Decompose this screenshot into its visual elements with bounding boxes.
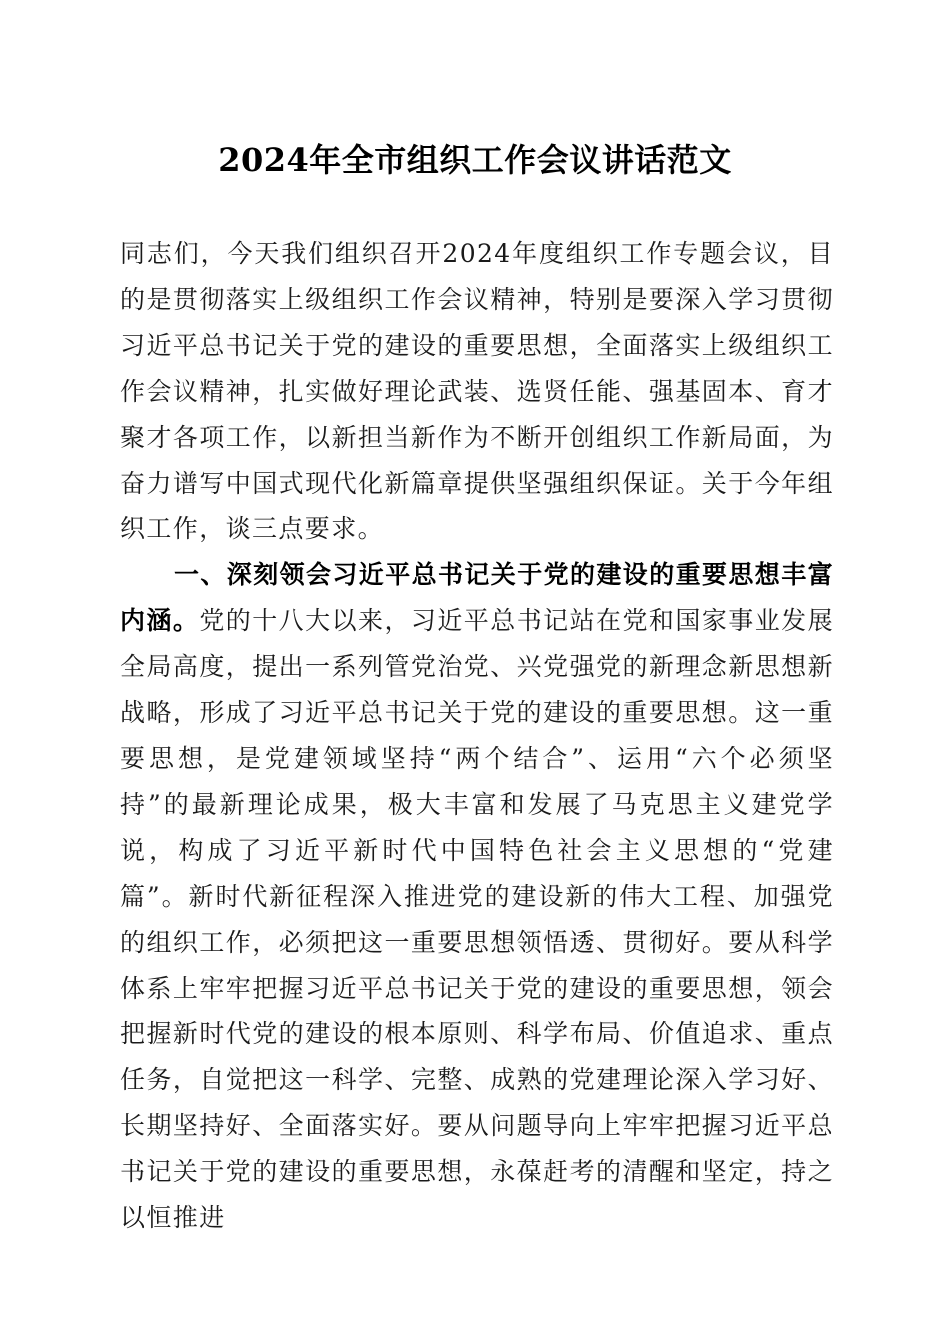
document-title: 2024年全市组织工作会议讲话范文: [218, 141, 732, 179]
section-one-text: 党的十八大以来，习近平总书记站在党和国家事业发展全局高度，提出一系列管党治党、兴党强党的新理念新思想新战略，形成了习近平总书记关于党的建设的重要思想。这一重要思想，是党建领域坚持“两个结合”、运用“六个必须坚持”的最新理论成果，极大丰富和发展了马克思主义建党学说，构成了习近平新时代中国特色社会主义思想的“党建篇”。新时代新征程深入推进党的建设新的伟大工程、加强党的组织工作，必须把这一重要思想领悟透、贯彻好。要从科学体系上牢牢把握习近平总书记关于党的建设的重要思想，领会把握新时代党的建设的根本原则、科学布局、价值追求、重点任务，自觉把这一科学、完整、成熟的党建理论深入学习好、长期坚持好、全面落实好。要从问题导向上牢牢把握习近平总书记关于党的建设的重要思想，永葆赶考的清醒和坚定，持之以恒推进: [120, 606, 834, 1233]
section-one-paragraph: [120, 552, 834, 1241]
section-one-heading: 一、深刻领会习近平总书记关于党的建设的重要思想丰富内涵。: [120, 560, 835, 636]
intro-paragraph: 同志们，今天我们组织召开2024年度组织工作专题会议，目的是贯彻落实上级组织工作会议精神，特别是要深入学习贯彻习近平总书记关于党的建设的重要思想，全面落实上级组织工作会议精神，扎实做好理论武装、选贤任能、强基固本、育才聚才各项工作，以新担当新作为不断开创组织工作新局面，为奋力谱写中国式现代化新篇章提供坚强组织保证。关于今年组织工作，谈三点要求。: [120, 239, 834, 544]
document-body: [120, 231, 834, 1241]
